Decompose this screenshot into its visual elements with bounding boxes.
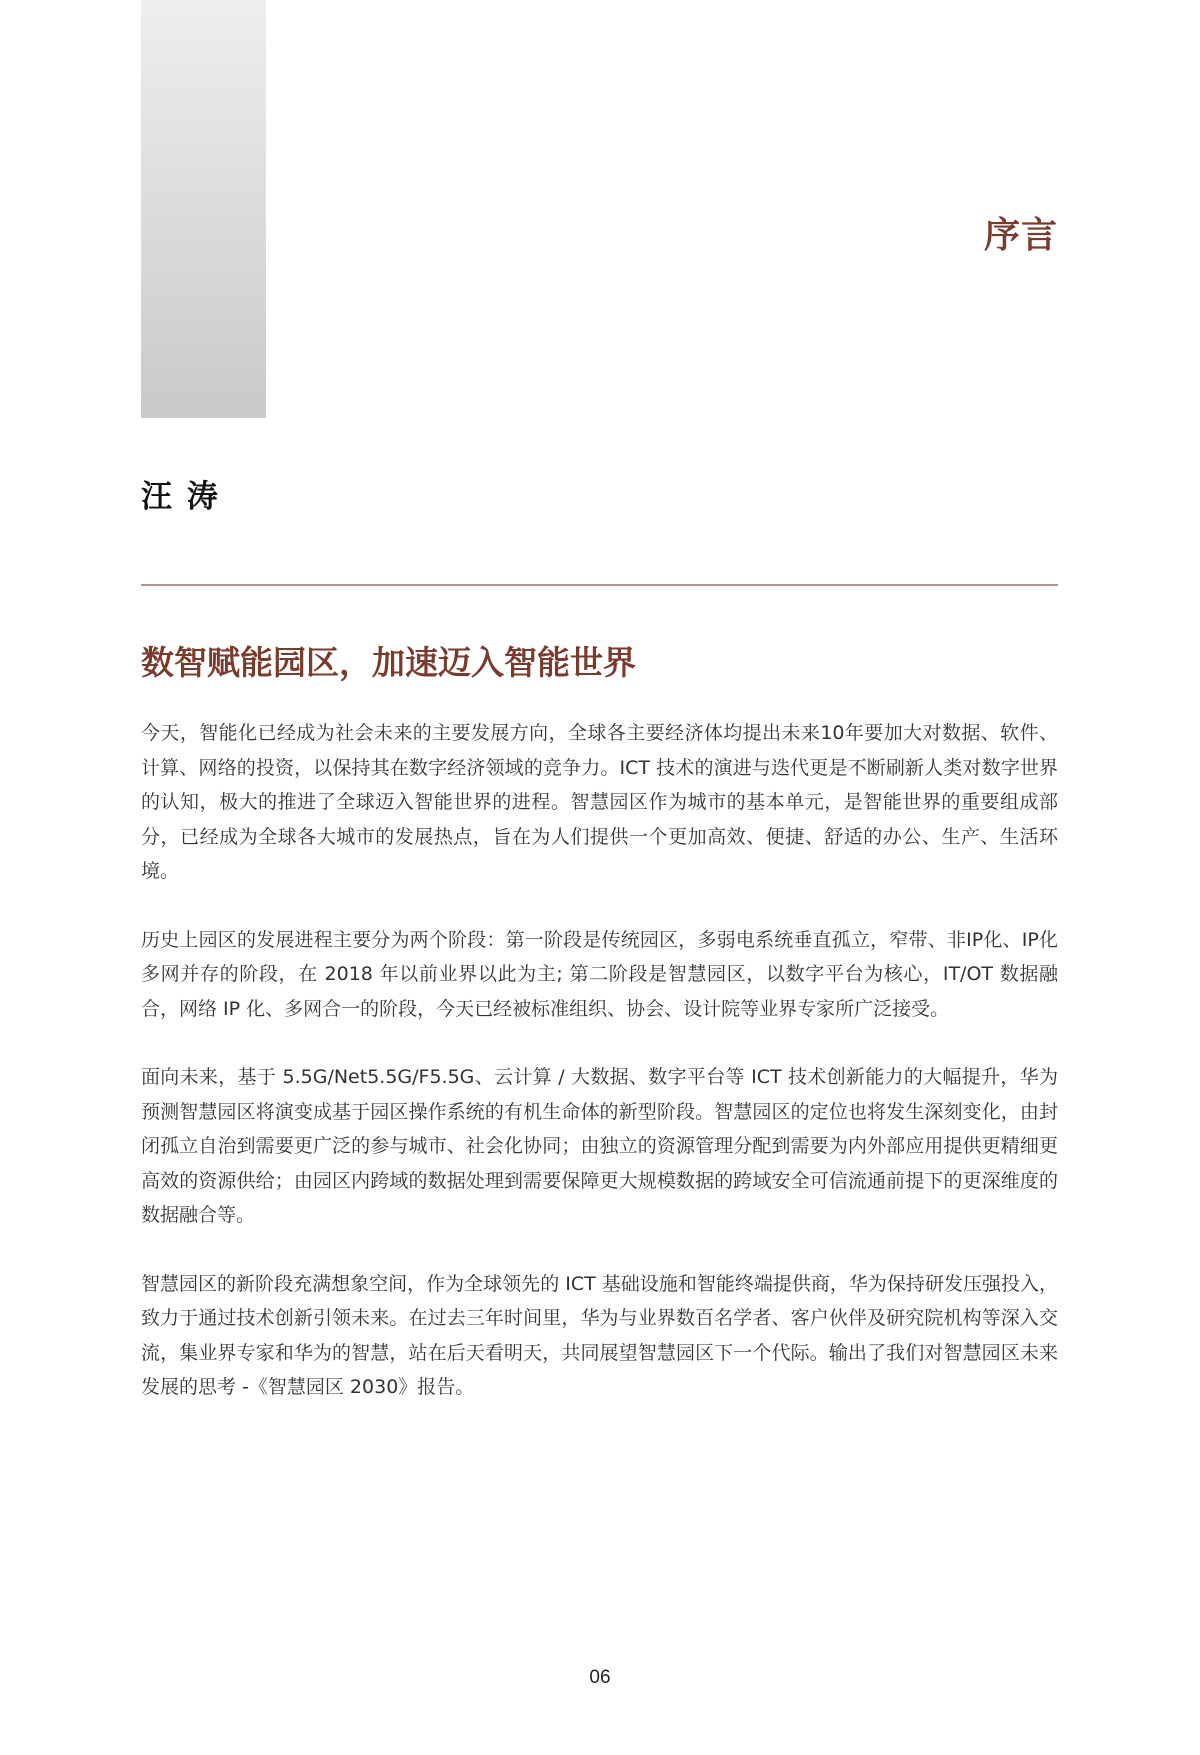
author-name: 汪 涛 — [141, 479, 220, 515]
paragraph-3: 面向未来，基于 5.5G/Net5.5G/F5.5G、云计算 / 大数据、数字平台等 ICT 技术创新能力的大幅提升，华为预测智慧园区将演变成基于园区操作系统的有机生命体的新型阶段。智慧园区的定位也将发生深刻变化，由封闭孤立自治到需要更广泛的参与城市、社会化协同；由独立的资源管理分配到需要为内外部应用提供更精细更高效的资源供给；由园区内跨域的数据处理到需要保障更大规模数据的跨域安全可信流通前提下的更深维度的数据融合等。 — [141, 1066, 1058, 1226]
paragraph-4: 智慧园区的新阶段充满想象空间，作为全球领先的 ICT 基础设施和智能终端提供商，华为保持研发压强投入，致力于通过技术创新引领未来。在过去三年时间里，华为与业界数百名学者、客户伙伴及研究院机构等深入交流，集业界专家和华为的智慧，站在后天看明天，共同展望智慧园区下一个代际。输出了我们对智慧园区未来发展的思考 -《智慧园区 2030》报告。 — [141, 1272, 1058, 1398]
article-heading: 数智赋能园区，加速迈入智能世界 — [141, 643, 636, 682]
decorative-gray-bar — [141, 0, 266, 418]
paragraph-2: 历史上园区的发展进程主要分为两个阶段：第一阶段是传统园区，多弱电系统垂直孤立，窄带、非IP化、IP化多网并存的阶段，在 2018 年以前业界以此为主; 第二阶段是智慧园区，以数字平台为核心，IT/OT 数据融合，网络 IP 化、多网合一的阶段，今天已经被标准组织、协会、设计院等业界专家所广泛接受。 — [141, 928, 1058, 1020]
divider-line — [141, 584, 1058, 586]
paragraph-1: 今天，智能化已经成为社会未来的主要发展方向，全球各主要经济体均提出未来10年要加大对数据、软件、计算、网络的投资，以保持其在数字经济领域的竞争力。ICT 技术的演进与迭代更是不断刷新人类对数字世界的认知，极大的推进了全球迈入智能世界的进程。智慧园区作为城市的基本单元，是智能世界的重要组成部分，已经成为全球各大城市的发展热点，旨在为人们提供一个更加高效、便捷、舒适的办公、生产、生活环境。 — [141, 722, 1058, 882]
section-title: 序言 — [983, 215, 1058, 256]
article-body — [141, 716, 1058, 1439]
page-number: 06 — [589, 1667, 611, 1688]
